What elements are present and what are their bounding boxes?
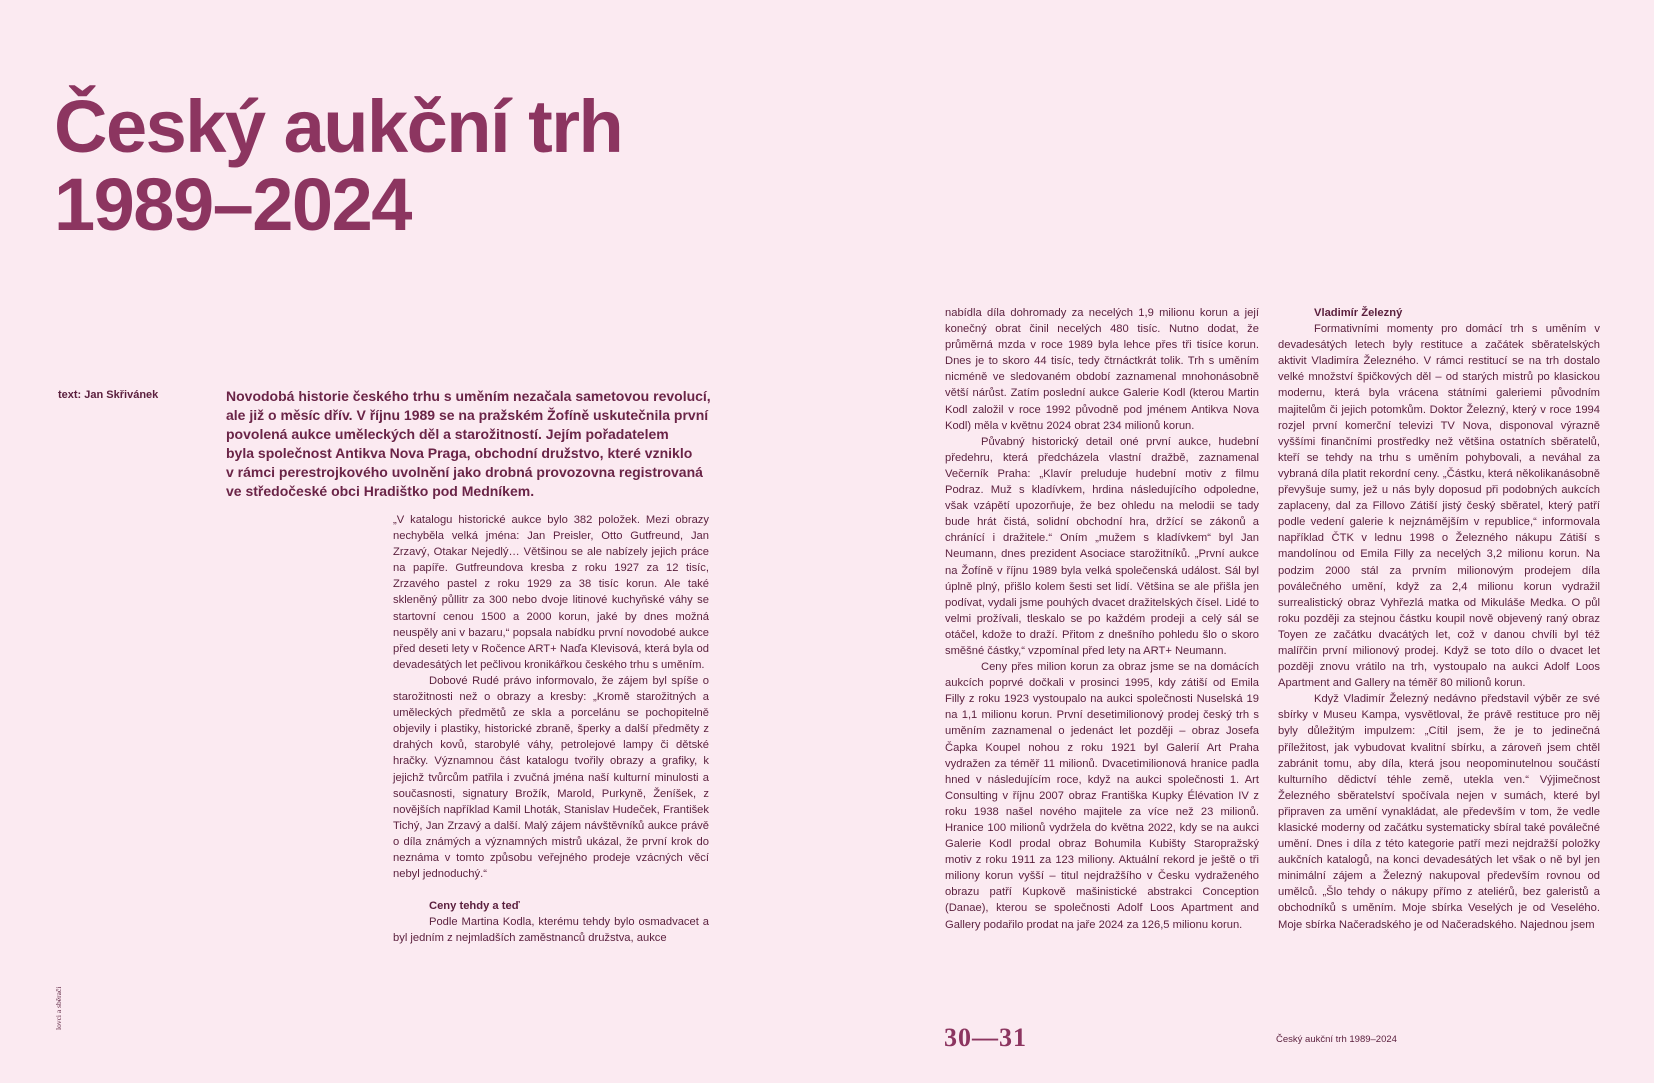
body-paragraph: nabídla díla dohromady za necelých 1,9 milionu korun a její konečný obrat činil necelých 480 tisíc. Nutno dodat, že průměrná mzda v roce 1989 byla lehce přes tři tisíce korun. Dnes je to skoro 44 tisíc, tedy čtrnáctkrát tolik. Trh s uměním nicméně ve sledovaném období zaznamenal mnohonásobně větší nárůst. Zatím poslední aukce Galerie Kodl (kterou Martin Kodl založil v roce 1992 původně pod jménem Antikva Nova Kodl) měla v květnu 2024 obrat 234 milionů korun. [945,307,1259,432]
page-title [54,85,623,246]
section-label-vertical: lovci a sběrači [54,986,63,1030]
text-column-1 [393,512,709,946]
body-paragraph: Když Vladimír Železný nedávno představil výběr ze své sbírky v Museu Kampa, vysvětloval, že právě restituce pro něj byly důležitým impulzem: „Cítil jsem, že je to jedinečná příležitost, jak vybudovat kvalitní sbírku, a zároveň jsem chtěl zabránit tomu, aby díla, která jsou neopominutelnou součástí kulturního dědictví téhle země, utekla ven.“ Výjimečnost Železného sběratelství spočívala nejen v sumách, které byl připraven za umění vynakládat, ale především v tom, že vedle klasické moderny od začátku systematicky sbíral také poválečné umění. Dnes i díla z této kategorie patří mezi nejdražší položky aukčních katalogů, na konci devadesátých let však o ně byl jen minimální zájem a Železný nakupoval především rovnou od umělců. „Šlo tehdy o nákupy přímo z ateliérů, bez galeristů a obchodníků s uměním. Moje sbírka Veselých je od Veselého. Moje sbírka Načeradského je od Načeradského. Najednou jsem [1278,693,1600,931]
body-paragraph: Půvabný historický detail oné první aukce, hudební předehru, která předcházela vlastní dražbě, zaznamenal Večerník Praha: „Klavír preluduje hudební motiv z filmu Podraz. Muž s kladívkem, hrdina následujícího odpoledne, však vzápětí upozorňuje, že bez ohledu na melodii se tady bude hrát čistá, solidní obchodní hra, držící se zákonů a chránící i dražitele.“ Oním „mužem s kladívkem“ byl Jan Neumann, dnes prezident Asociace starožitníků. „První aukce na Žofíně v říjnu 1989 byla velká společenská událost. Sál byl úplně plný, přišlo kolem šesti set lidí. Většina se ale přišla jen podívat, vydali jsme pouhých dvacet dražitelských čísel. Lidé to velmi prožívali, tleskalo se po každém prodeji a celý sál se otáčel, kdože to draží. Přitom z dnešního pohledu šlo o skoro směšné částky,“ vzpomínal před lety na ART+ Neumann. [945,435,1259,657]
lead-line: povolená aukce uměleckých děl a starožitností. Jejím pořadatelem [226,426,669,442]
body-paragraph: Dobové Rudé právo informovalo, že zájem byl spíše o starožitnosti než o obrazy a kresby: „Kromě starožitných a uměleckých předmětů ze skla a porcelánu se pochopitelně objevily i plastiky, historické zbraně, šperky a další předměty z drahých kovů, starobylé váhy, petrolejové lampy či dětské hračky. Významnou část katalogu tvořily obrazy a grafiky, k jejichž tvůrcům patřila i zvučná jména naší kulturní minulosti a současnosti, signatury Brožík, Marold, Purkyně, Ženíšek, z novějších například Kamil Lhoták, Stanislav Hudeček, František Tichý, Jan Zrzavý a další. Malý zájem návštěvníků aukce právě o díla známých a významných mistrů ukázal, že první krok do neznáma v tomto způsobu veřejného prodeje vzácných věcí nebyl jednoduchý.“ [393,674,709,881]
body-paragraph: Ceny přes milion korun za obraz jsme se na domácích aukcích poprvé dočkali v prosinci 1995, kdy zátiší od Emila Filly z roku 1923 vystoupalo na aukci společnosti Nuselská 19 na 1,1 milionu korun. První desetimilionový prodej český trh s uměním zaznamenal o jedenáct let později – obraz Josefa Čapka Koupel nohou z roku 1921 byl Galerií Art Praha vydražen za téměř 11 milionů. Dvacetimilionová hranice padla hned v následujícím roce, když na aukci společnosti 1. Art Consulting v říjnu 2007 obraz Františka Kupky Élévation IV z roku 1938 našel nového majitele za více než 23 milionů. Hranice 100 milionů vydržela do května 2022, kdy se na aukci Galerie Kodl prodal obraz Bohumila Kubišty Staropražský motiv z roku 1911 za 123 miliony. Aktuální rekord je ještě o tři miliony korun vyšší – titul nejdražšího v Česku vydraženého obrazu patří Kupkově mašinistické abstrakci Conception (Danae), kterou se společnosti Adolf Loos Apartment and Gallery podařilo prodat na jaře 2024 za 126,5 milionu korun. [945,661,1259,931]
lead-line: Novodobá historie českého trhu s uměním nezačala sametovou revolucí, [226,388,711,404]
body-paragraph: „V katalogu historické aukce bylo 382 položek. Mezi obrazy nechyběla velká jména: Jan Preisler, Otto Gutfreund, Jan Zrzavý, Otakar Nejedlý… Většinou se ale nabízely jejich práce na papíře. Gutfreundova kresba z roku 1927 za 12 tisíc, Zrzavého pastel z roku 1929 za 38 tisíc korun. Ale také skleněný půllitr za 300 nebo dvoje litinové kuchyňské váhy se startovní cenou 1500 a 2000 korun, jaké by dnes možná neuspěly ani v bazaru,“ popsala nabídku první novodobé aukce před deseti lety v Ročence ART+ Naďa Klevisová, která byla od devadesátých let pečlivou kronikářkou českého trhu s uměním. [393,514,709,671]
text-column-3 [1278,305,1600,933]
lead-line: byla společnost Antikva Nova Praga, obchodní družstvo, které vzniklo [226,445,693,461]
running-title: Český aukční trh 1989–2024 [1276,1034,1397,1045]
page-numbers: 30—31 [944,1023,1027,1052]
body-paragraph: Formativními momenty pro domácí trh s uměním v devadesátých letech byly restituce a začátek sběratelských aktivit Vladimíra Železného. V rámci restitucí se na trh dostalo velké množství špičkových děl – od starých mistrů po klasickou modernu, která byla vrácena státními galeriemi původním majitelům či jejich potomkům. Doktor Železný, který v roce 1994 rozjel první komerční televizi TV Nova, disponoval výrazně vyššími finančními prostředky než většina ostatních sběratelů, kteří se tehdy na trhu s uměním pohybovali, a neváhal za vybraná díla platit rekordní ceny. „Částku, která několikanásobně převyšuje sumy, jež u nás byly doposud při podobných aukcích zaplaceny, dal za Fillovo Zátiší jistý český sběratel, který patří podle vedení galerie k nejznámějším v republice,“ informovala například ČTK v lednu 1998 o Železného nákupu Zátiší s mandolínou od Emila Filly za necelých 3,2 milionu korun. Na podzim 2000 stál za prvním milionovým prodejem díla poválečného umění, když za 2,4 milionu korun vydražil surrealistický obraz Vyhřezlá matka od Mikuláše Medka. O půl roku později za stejnou částku koupil nově objevený raný obraz Toyen ze začátku dvacátých let, což v danou chvíli byl též malířčin první milionový prodej. Když se toto dílo o dvacet let později znovu vrátilo na trh, vystoupalo na aukci Adolf Loos Apartment and Gallery na téměř 80 milionů korun. [1278,323,1600,690]
lead-paragraph [226,387,718,501]
text-column-2 [945,305,1259,933]
title-line-1: Český aukční trh [54,85,623,168]
section-heading: Ceny tehdy a teď [429,900,520,913]
lead-line: ale již o měsíc dřív. V říjnu 1989 se na pražském Žofíně uskutečnila první [226,407,709,423]
author-byline: text: Jan Skřivánek [58,389,159,401]
title-line-2: 1989–2024 [54,163,411,246]
section-heading: Vladimír Železný [1314,307,1403,319]
lead-line: v rámci perestrojkového uvolnění jako drobná provozovna registrovaná [226,464,703,480]
lead-line: ve středočeské obci Hradištko pod Medníkem. [226,483,535,499]
body-paragraph: Podle Martina Kodla, kterému tehdy bylo osmadvacet a byl jedním z nejmladších zaměstnanců družstva, aukce [393,916,709,945]
